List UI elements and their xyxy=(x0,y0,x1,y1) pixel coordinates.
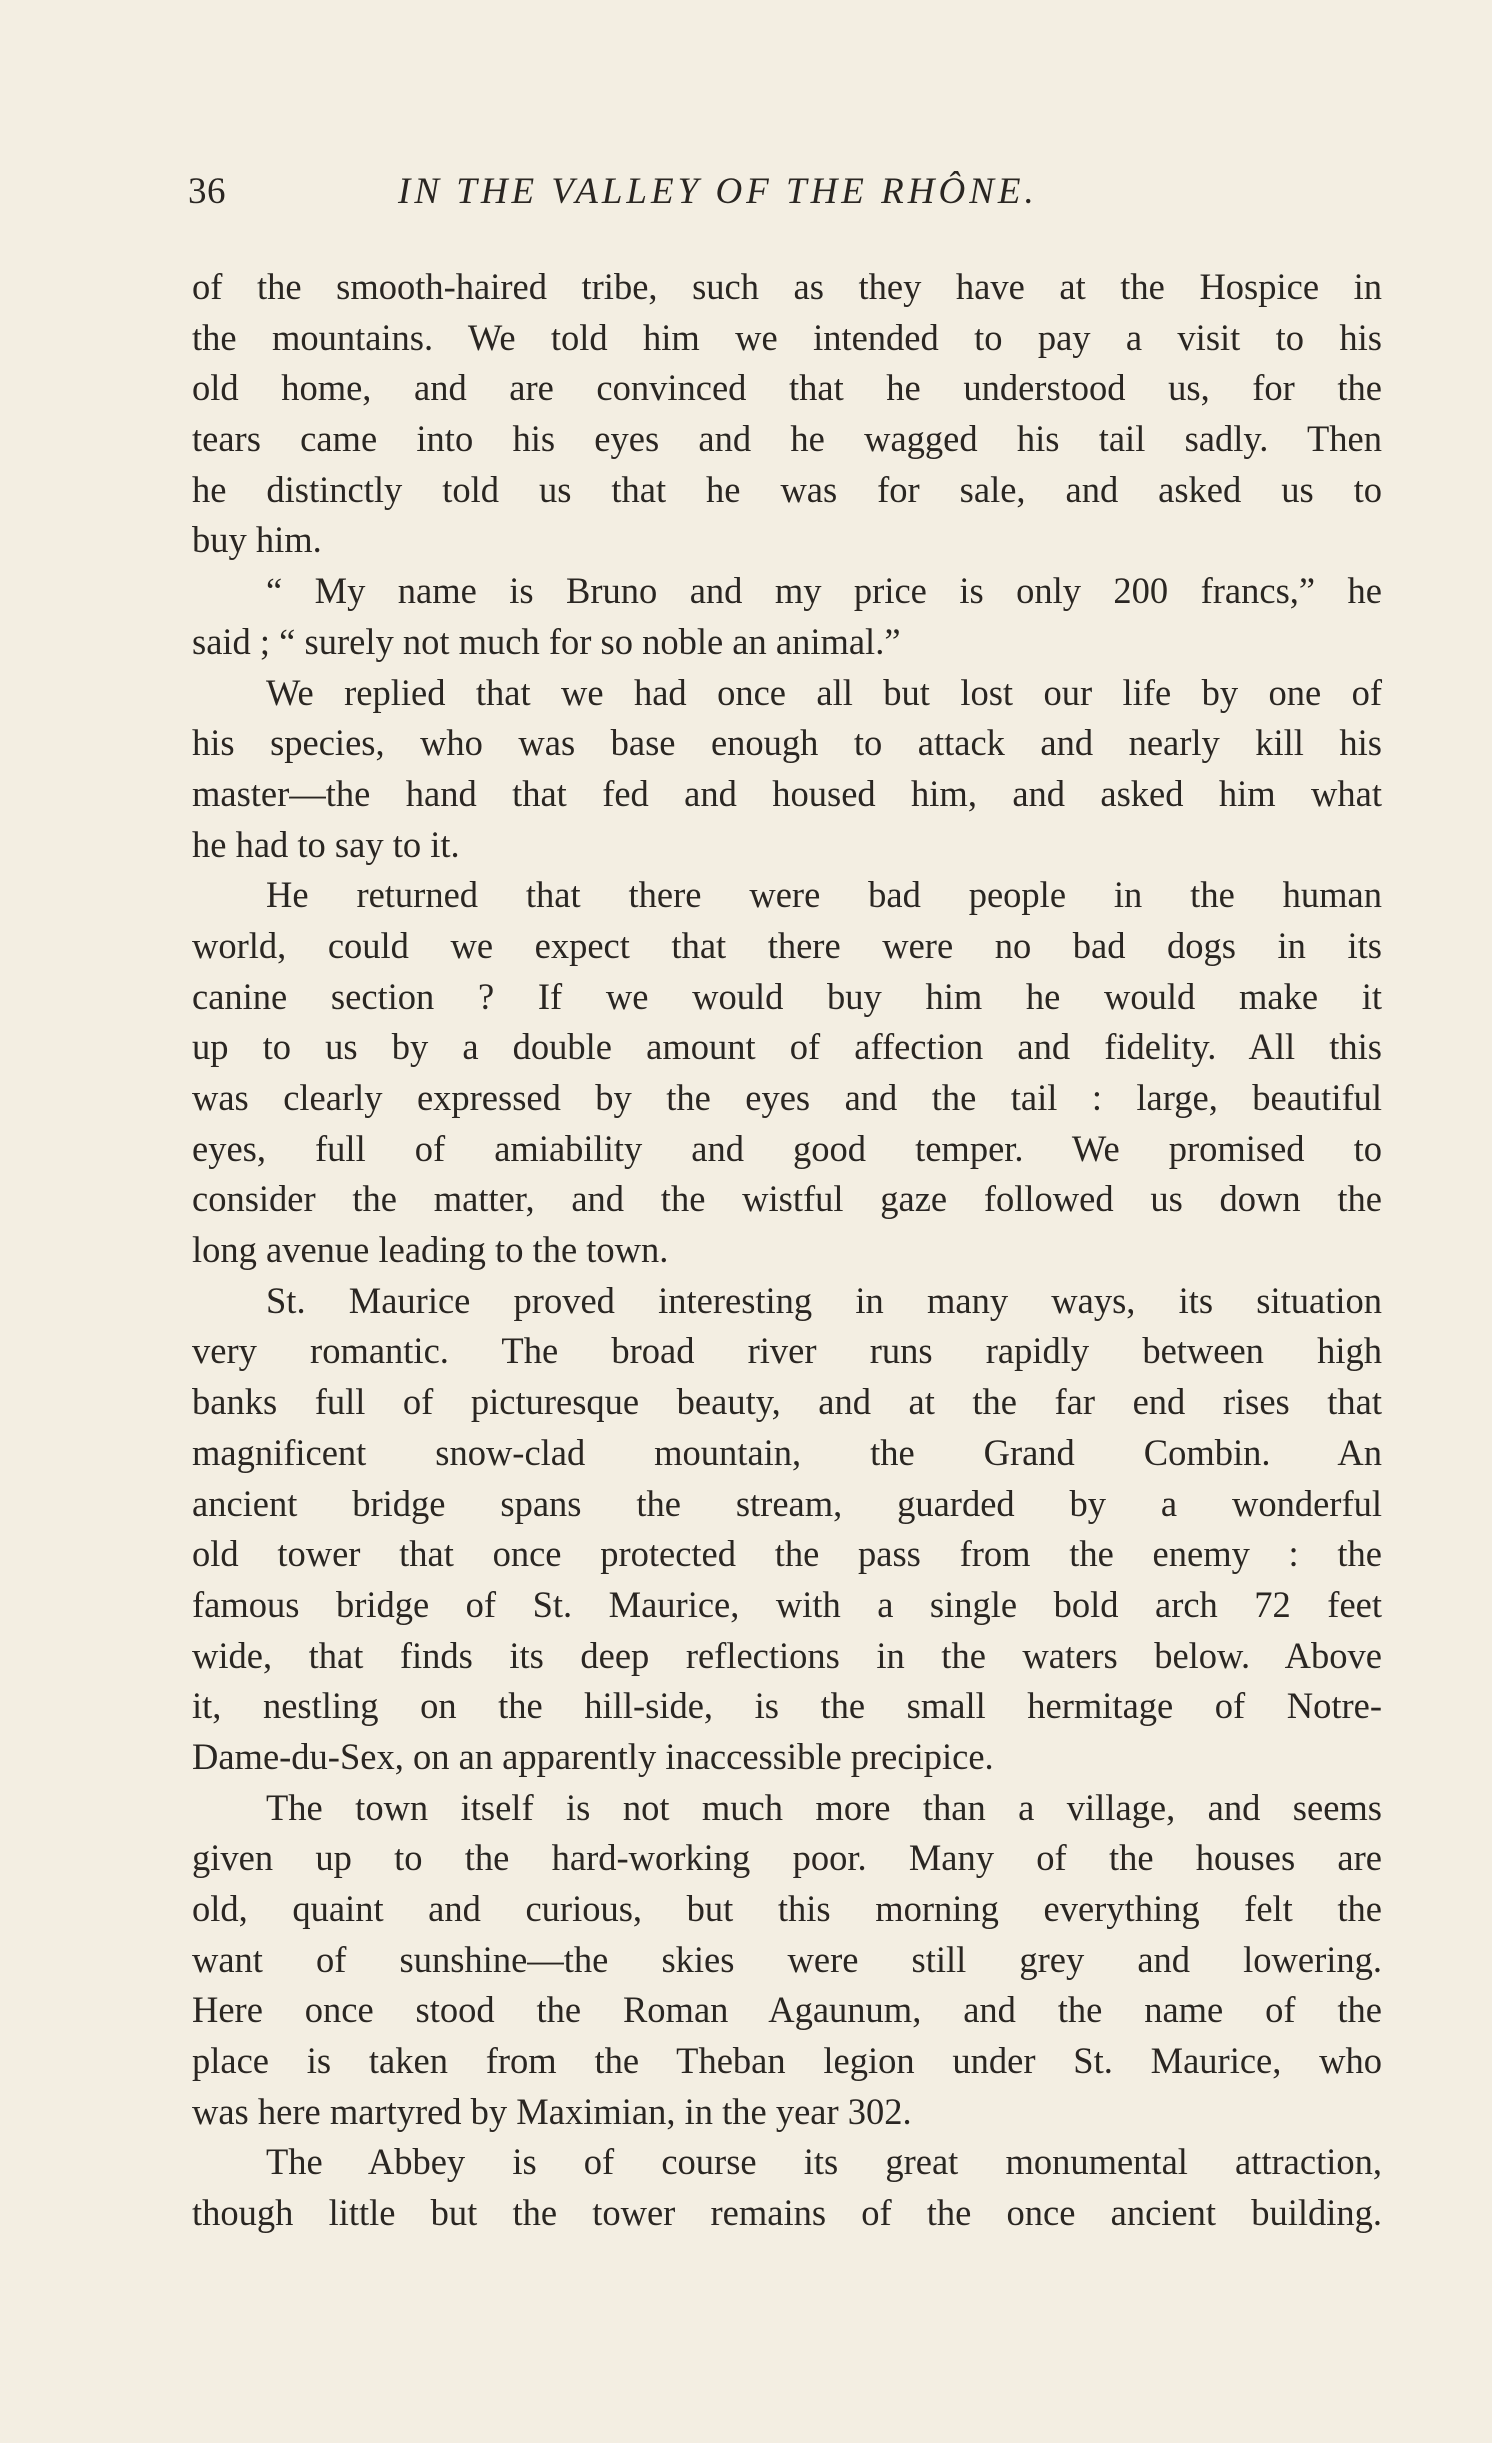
text-line: of the smooth-haired tribe, such as they have at the Hospice in xyxy=(192,266,1382,307)
text-line: “ My name is Bruno and my price is only 200 francs,” he xyxy=(266,570,1382,612)
running-head xyxy=(188,170,1188,220)
text-line: buy him. xyxy=(192,519,322,561)
text-line: old, quaint and curious, but this morning everything felt the xyxy=(192,1888,1382,1929)
text-line: master—the hand that fed and housed him, and asked him what xyxy=(192,772,1382,814)
text-line: old tower that once protected the pass from the enemy : the xyxy=(192,1533,1382,1575)
text-line: long avenue leading to the town. xyxy=(192,1229,669,1271)
page-number: 36 xyxy=(188,171,226,212)
text-line: place is taken from the Theban legion under St. Maurice, who xyxy=(192,2040,1382,2082)
text-line: he had to say to it. xyxy=(192,823,460,865)
text-line: very romantic. The broad river runs rapidly between high xyxy=(192,1330,1382,1372)
text-line: the mountains. We told him we intended to pay a visit to his xyxy=(192,316,1382,358)
text-line: though little but the tower remains of the once ancient building. xyxy=(192,2192,1382,2234)
text-line: was clearly expressed by the eyes and the tail : large, beautiful xyxy=(192,1077,1382,1118)
text-line: world, could we expect that there were no bad dogs in its xyxy=(192,924,1382,966)
text-line: wide, that finds its deep reflections in the waters below. Above xyxy=(192,1634,1382,1676)
text-line: it, nestling on the hill-side, is the small hermitage of Notre- xyxy=(192,1685,1382,1727)
text-line: magnificent snow-clad mountain, the Grand Combin. An xyxy=(192,1431,1382,1473)
text-line: The town itself is not much more than a village, and seems xyxy=(266,1786,1382,1828)
body-text xyxy=(192,262,1382,2239)
text-line: famous bridge of St. Maurice, with a single bold arch 72 feet xyxy=(192,1583,1382,1625)
text-line: old home, and are convinced that he understood us, for the xyxy=(192,367,1382,409)
running-title: IN THE VALLEY OF THE RHÔNE. xyxy=(398,171,1038,212)
text-line: Dame-du-Sex, on an apparently inaccessible precipice. xyxy=(192,1735,994,1777)
text-line: was here martyred by Maximian, in the year 302. xyxy=(192,2090,912,2132)
text-line: banks full of picturesque beauty, and at the far end rises that xyxy=(192,1381,1382,1423)
text-line: Here once stood the Roman Agaunum, and the name of the xyxy=(192,1989,1382,2031)
text-line: want of sunshine—the skies were still grey and lowering. xyxy=(192,1938,1382,1980)
text-line: said ; “ surely not much for so noble an animal.” xyxy=(192,620,901,662)
text-line: given up to the hard-working poor. Many of the houses are xyxy=(192,1837,1382,1879)
text-line: We replied that we had once all but lost our life by one of xyxy=(266,671,1382,713)
text-line: canine section ? If we would buy him he would make it xyxy=(192,975,1382,1017)
text-line: tears came into his eyes and he wagged his tail sadly. Then xyxy=(192,418,1382,460)
text-line: eyes, full of amiability and good temper. We promised to xyxy=(192,1127,1382,1169)
text-line: St. Maurice proved interesting in many ways, its situation xyxy=(266,1279,1382,1321)
text-line: consider the matter, and the wistful gaze followed us down the xyxy=(192,1178,1382,1220)
text-line: ancient bridge spans the stream, guarded by a wonderful xyxy=(192,1482,1382,1524)
text-line: he distinctly told us that he was for sale, and asked us to xyxy=(192,468,1382,510)
text-line: He returned that there were bad people in the human xyxy=(266,874,1382,916)
text-line: The Abbey is of course its great monumental attraction, xyxy=(266,2141,1382,2183)
text-line: his species, who was base enough to attack and nearly kill his xyxy=(192,722,1382,764)
text-line: up to us by a double amount of affection and fidelity. All this xyxy=(192,1026,1382,1068)
